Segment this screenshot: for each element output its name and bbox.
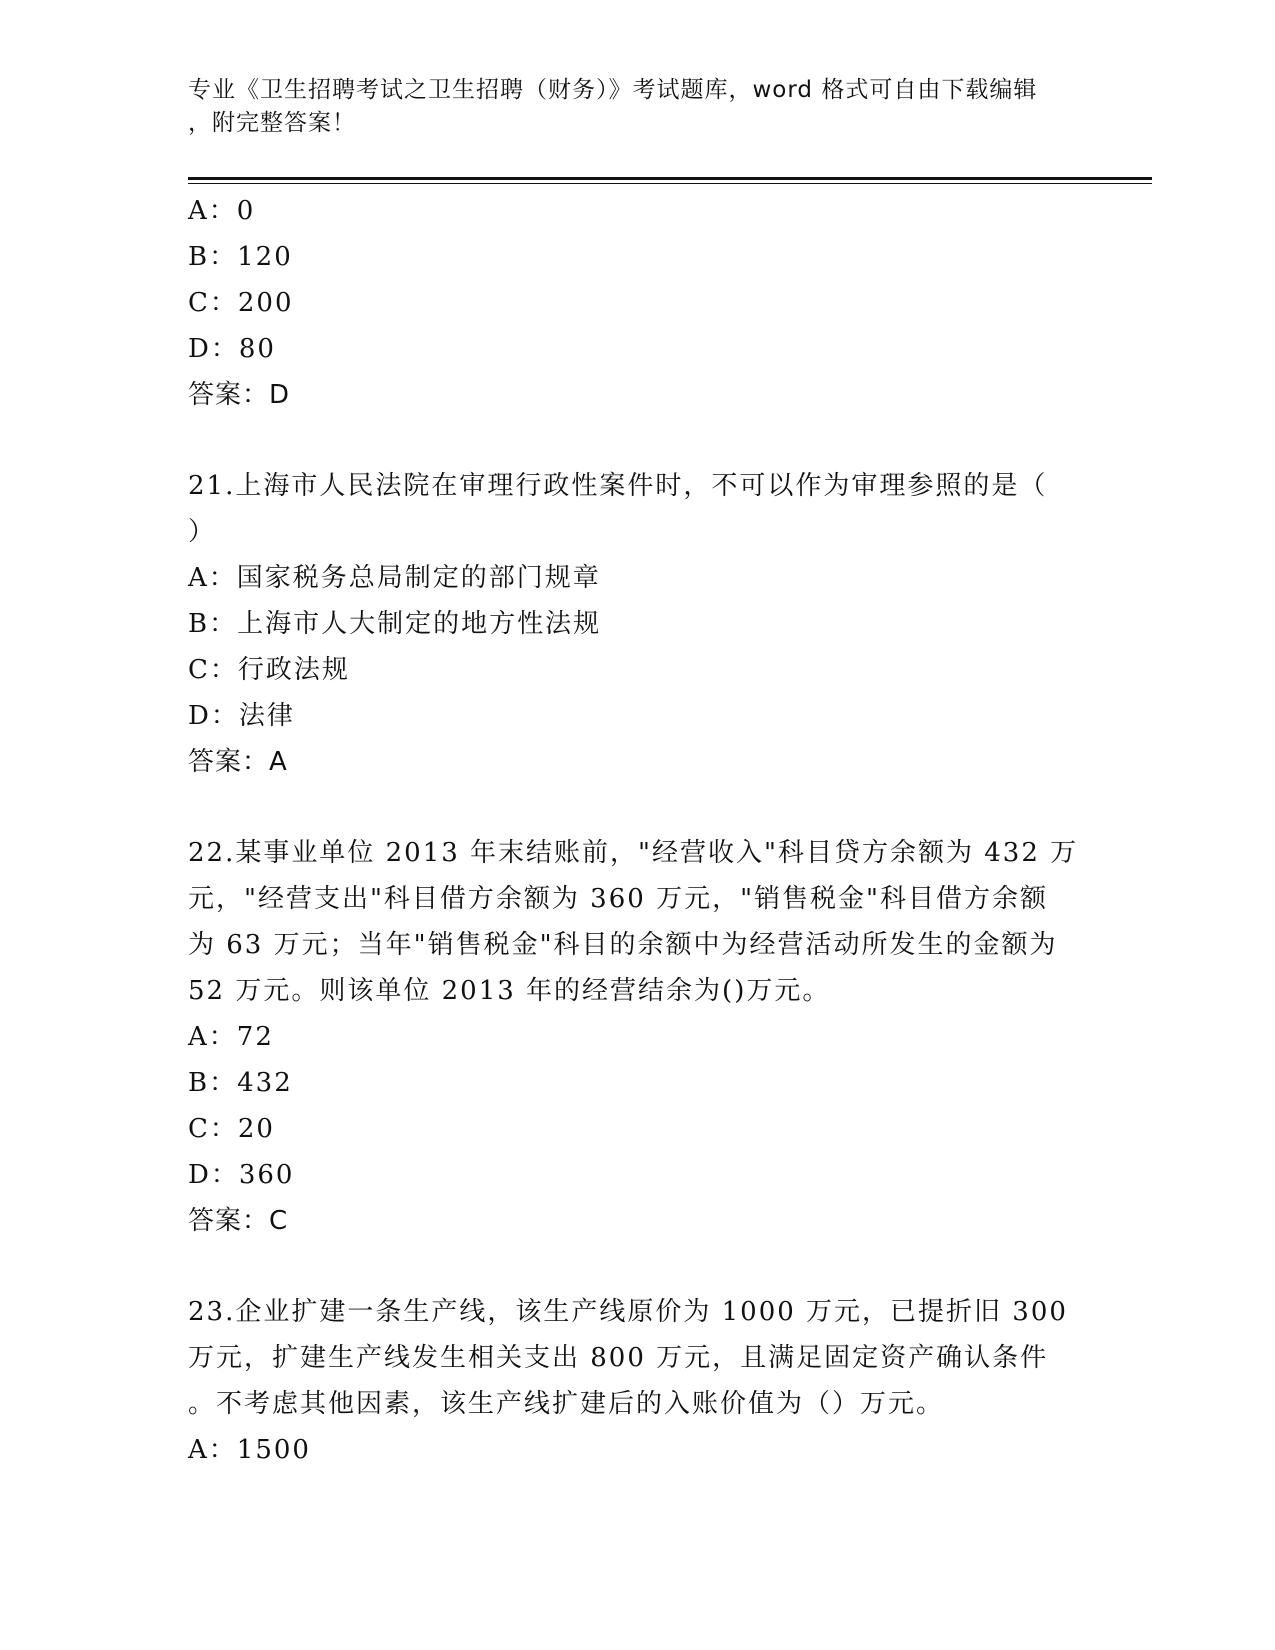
option-a: A：国家税务总局制定的部门规章 bbox=[188, 563, 601, 593]
answer-label: 答案：D bbox=[188, 380, 291, 410]
header-divider-thin bbox=[188, 183, 1152, 184]
question-stem-line: 52 万元。则该单位 2013 年的经营结余为()万元。 bbox=[188, 976, 831, 1006]
option-c: C：行政法规 bbox=[188, 655, 350, 685]
answer-label: 答案：C bbox=[188, 1206, 289, 1236]
question-stem-line: 万元，扩建生产线发生相关支出 800 万元，且满足固定资产确认条件 bbox=[188, 1343, 1049, 1373]
question-21 bbox=[188, 463, 1088, 785]
spacer bbox=[188, 785, 1088, 830]
header-line-2: ，附完整答案！ bbox=[188, 110, 356, 136]
spacer bbox=[188, 1244, 1088, 1289]
question-stem-line: 23.企业扩建一条生产线，该生产线原价为 1000 万元，已提折旧 300 bbox=[188, 1297, 1068, 1327]
question-stem-line: 。不考虑其他因素，该生产线扩建后的入账价值为（）万元。 bbox=[188, 1389, 945, 1419]
option-d: D：360 bbox=[188, 1160, 295, 1190]
option-c: C：20 bbox=[188, 1114, 275, 1144]
option-b: B：上海市人大制定的地方性法规 bbox=[188, 609, 602, 639]
option-a: A：0 bbox=[188, 196, 256, 226]
question-list bbox=[188, 188, 1088, 1473]
document-header bbox=[188, 74, 1088, 140]
answer-label: 答案：A bbox=[188, 747, 288, 777]
header-divider-thick bbox=[188, 177, 1152, 180]
question-stem-line: ） bbox=[188, 517, 217, 547]
option-b: B：120 bbox=[188, 242, 293, 272]
question-23 bbox=[188, 1289, 1088, 1473]
question-20 bbox=[188, 188, 1088, 418]
option-c: C：200 bbox=[188, 288, 294, 318]
question-stem-line: 22.某事业单位 2013 年末结账前，"经营收入"科目贷方余额为 432 万 bbox=[188, 838, 1079, 868]
option-a: A：72 bbox=[188, 1022, 274, 1052]
spacer bbox=[188, 418, 1088, 463]
option-a: A：1500 bbox=[188, 1435, 311, 1465]
question-stem-line: 为 63 万元；当年"销售税金"科目的余额中为经营活动所发生的金额为 bbox=[188, 930, 1058, 960]
option-d: D：法律 bbox=[188, 701, 295, 731]
header-line-1: 专业《卫生招聘考试之卫生招聘（财务）》考试题库，word 格式可自由下载编辑 bbox=[188, 77, 1038, 103]
question-stem-line: 21.上海市人民法院在审理行政性案件时，不可以作为审理参照的是（ bbox=[188, 471, 1048, 501]
question-22 bbox=[188, 830, 1088, 1244]
question-stem-line: 元，"经营支出"科目借方余额为 360 万元，"销售税金"科目借方余额 bbox=[188, 884, 1048, 914]
option-d: D：80 bbox=[188, 334, 276, 364]
option-b: B：432 bbox=[188, 1068, 293, 1098]
